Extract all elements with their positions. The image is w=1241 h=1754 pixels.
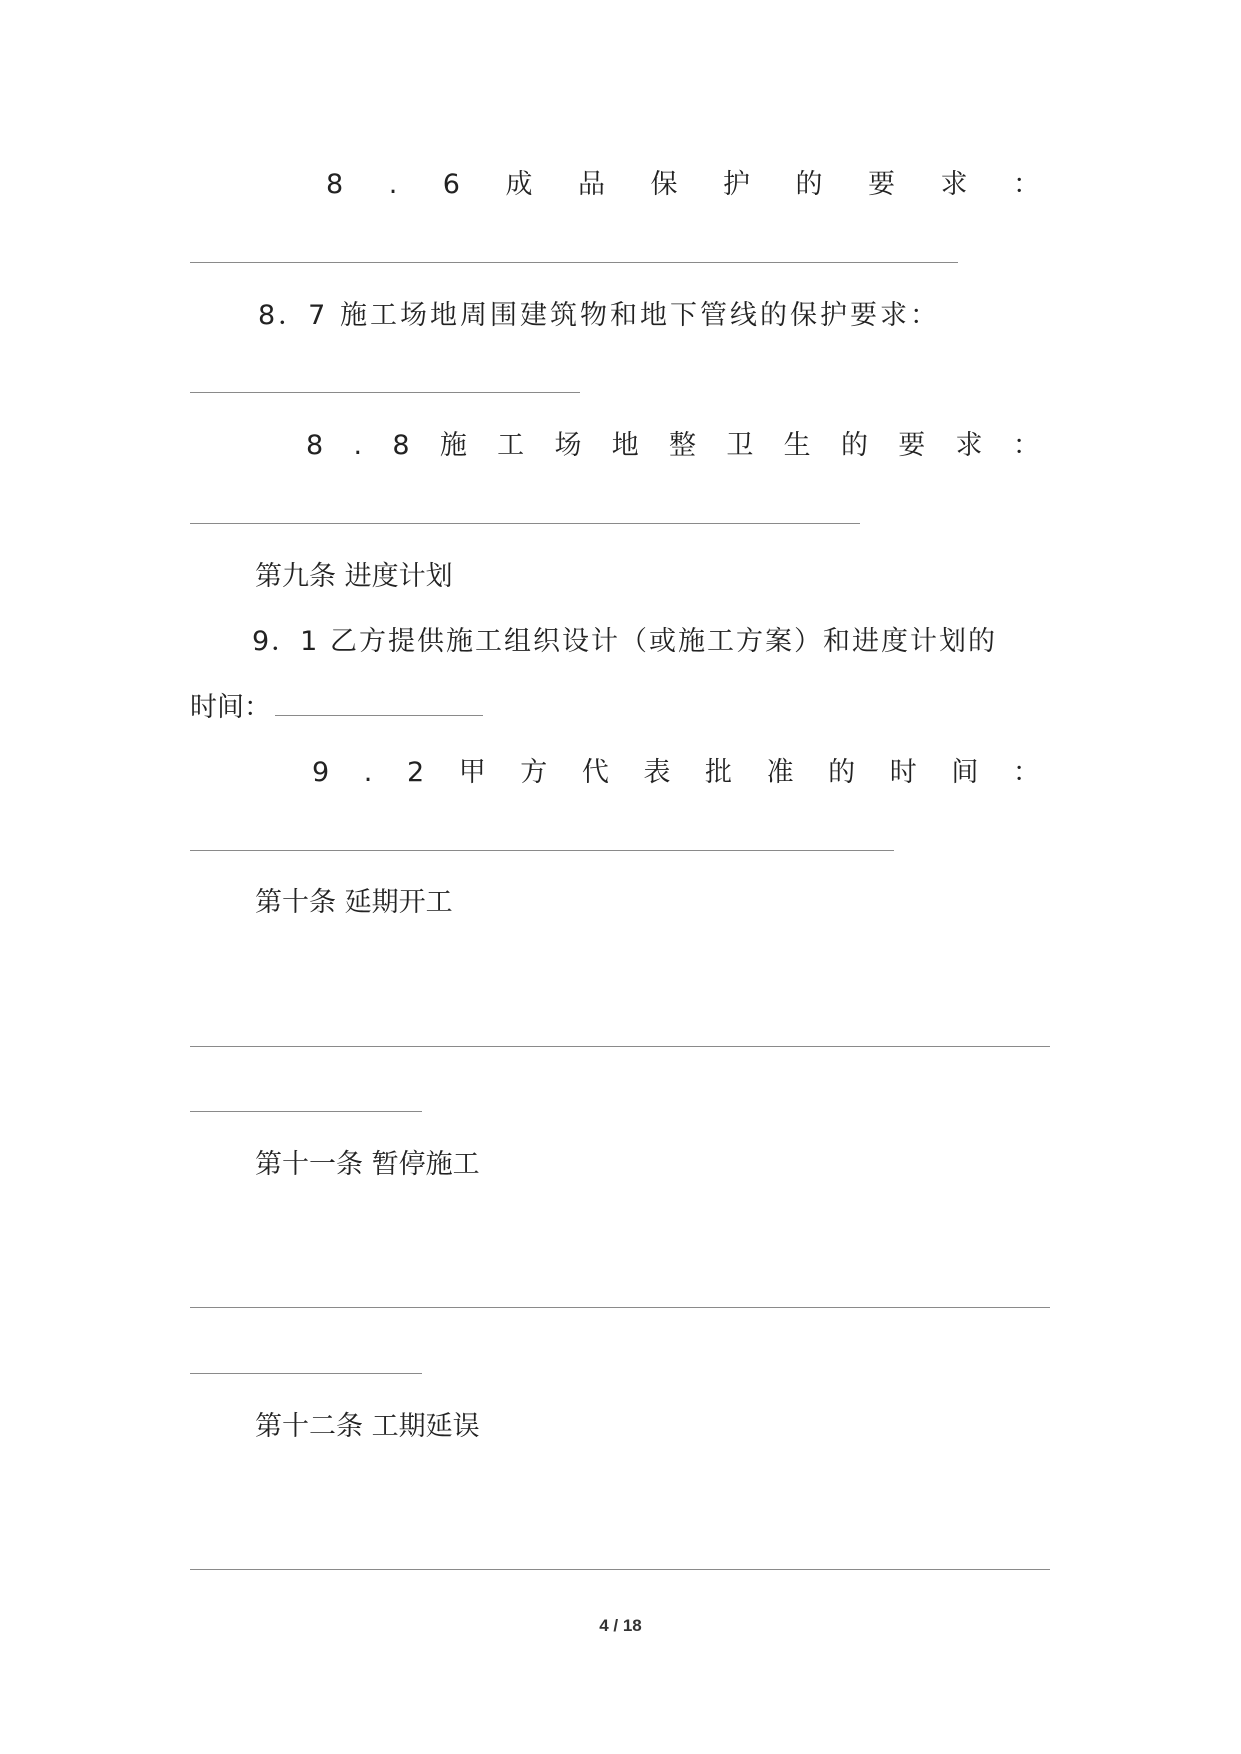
glyph: 生 (783, 430, 811, 461)
clause-9-2 (312, 755, 1040, 791)
glyph: ： (1012, 430, 1040, 461)
glyph: 的 (795, 169, 823, 200)
glyph: 方 (520, 757, 548, 788)
glyph: 护 (722, 169, 750, 200)
glyph: 时 (889, 757, 917, 788)
glyph: 求 (955, 430, 983, 461)
blank-line (190, 523, 860, 524)
glyph: 求 (940, 169, 968, 200)
article-12-heading: 第十二条 工期延误 (255, 1411, 480, 1442)
article-10-heading: 第十条 延期开工 (255, 887, 453, 918)
page-number: 4 / 18 (599, 1616, 642, 1635)
clause-8-8 (306, 428, 1040, 464)
blank-line (190, 1373, 422, 1374)
glyph: 9 (312, 757, 330, 788)
glyph: 2 (406, 757, 425, 788)
clause-8-7: 8．7 施工场地周围建筑物和地下管线的保护要求： (258, 300, 940, 331)
clause-9-1-line1: 9．1 乙方提供施工组织设计（或施工方案）和进度计划的 (252, 626, 997, 657)
glyph: 准 (766, 757, 794, 788)
clause-9-1-line2 (190, 689, 483, 726)
glyph: 甲 (458, 757, 486, 788)
blank-line (275, 689, 483, 716)
glyph: 批 (705, 757, 733, 788)
glyph: 8 (326, 169, 344, 200)
glyph: 8 (306, 430, 324, 461)
article-11-heading: 第十一条 暂停施工 (255, 1149, 480, 1180)
glyph: 施 (439, 430, 467, 461)
glyph: 场 (554, 430, 582, 461)
glyph: 保 (650, 169, 678, 200)
glyph: 间 (951, 757, 979, 788)
blank-line (190, 262, 958, 263)
glyph: 成 (505, 169, 533, 200)
glyph: 品 (577, 169, 605, 200)
blank-line (190, 1111, 422, 1112)
glyph: ： (1012, 169, 1040, 200)
blank-line (190, 1307, 1050, 1308)
clause-9-1-time-label: 时间： (190, 692, 271, 723)
glyph: 整 (669, 430, 697, 461)
glyph: 8 (392, 430, 410, 461)
glyph: 要 (898, 430, 926, 461)
blank-line (190, 1046, 1050, 1047)
glyph: 地 (611, 430, 639, 461)
glyph: 表 (643, 757, 671, 788)
glyph: 工 (497, 430, 525, 461)
glyph: 代 (581, 757, 609, 788)
glyph: 的 (828, 757, 856, 788)
glyph: . (353, 430, 363, 461)
glyph: . (363, 757, 373, 788)
glyph: ： (1012, 757, 1040, 788)
blank-line (190, 850, 894, 851)
glyph: 的 (840, 430, 868, 461)
clause-8-6 (326, 167, 1040, 203)
article-9-heading: 第九条 进度计划 (255, 561, 453, 592)
glyph: 要 (867, 169, 895, 200)
glyph: . (388, 169, 398, 200)
glyph: 6 (442, 169, 460, 200)
blank-line (190, 392, 580, 393)
glyph: 卫 (726, 430, 754, 461)
blank-line (190, 1569, 1050, 1570)
